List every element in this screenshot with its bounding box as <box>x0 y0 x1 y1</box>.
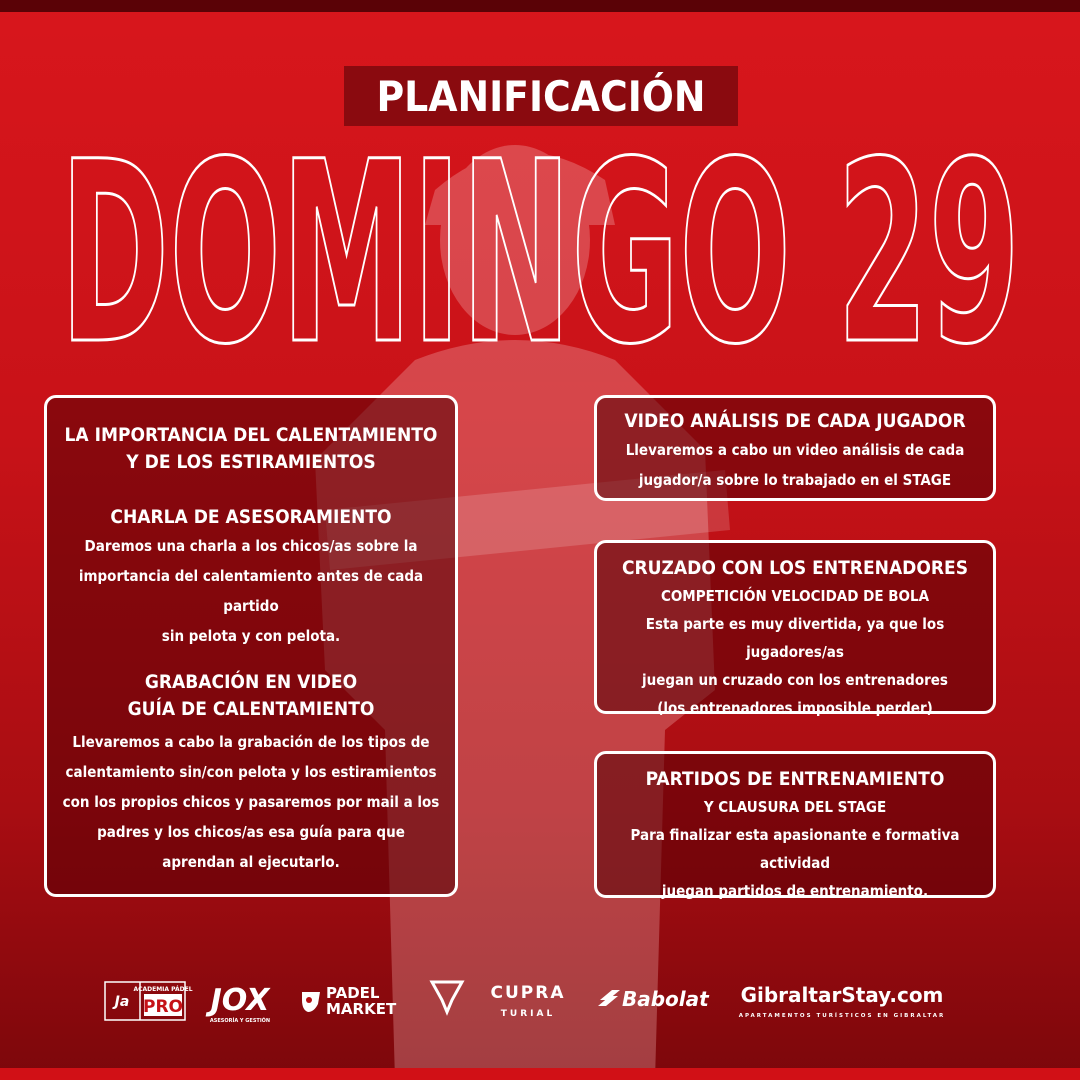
svg-text:Ja: Ja <box>114 994 130 1010</box>
sponsor-logos <box>0 960 1080 1040</box>
crossed-coaches-box <box>594 540 996 717</box>
crossed-coaches-title: CRUZADO CON LOS ENTRENADORES <box>621 557 969 579</box>
training-matches-title: PARTIDOS DE ENTRENAMIENTO <box>645 768 945 790</box>
crossed-coaches-line: Esta parte es muy divertida, ya que los jugadores/as <box>645 615 945 661</box>
svg-text:PRO: PRO <box>142 997 184 1017</box>
padel-market-logo <box>302 984 397 1018</box>
warmup-heading-2: Y DE LOS ESTIRAMIENTOS <box>126 451 376 473</box>
day-title <box>0 128 1080 358</box>
bottom-bar <box>0 1068 1080 1080</box>
training-matches-box <box>594 751 996 898</box>
charla-line: sin pelota y con pelota. <box>161 627 341 645</box>
crossed-coaches-line: (los entrenadores imposible perder) <box>657 699 933 717</box>
training-matches-line: Para finalizar esta apasionante e formativa actividad <box>630 826 960 872</box>
cupra-turial-logo <box>432 982 566 1019</box>
crossed-coaches-line: juegan un cruzado con los entrenadores <box>642 671 948 689</box>
grabacion-line: aprendan al ejecutarlo. <box>162 853 340 871</box>
svg-text:ASESORÍA Y GESTIÓN: ASESORÍA Y GESTIÓN <box>209 1018 271 1024</box>
svg-text:CUPRA: CUPRA <box>490 983 566 1003</box>
svg-text:JOX: JOX <box>210 983 270 1018</box>
svg-text:ACADEMIA PÁDEL: ACADEMIA PÁDEL <box>133 986 193 993</box>
svg-text:Babolat: Babolat <box>622 987 709 1011</box>
babolat-logo <box>598 987 710 1011</box>
warmup-heading-1: LA IMPORTANCIA DEL CALENTAMIENTO <box>64 424 438 446</box>
top-bar <box>0 0 1080 12</box>
charla-line: importancia del calentamiento antes de cada partido <box>78 567 424 615</box>
svg-text:TURIAL: TURIAL <box>500 1009 556 1019</box>
crossed-coaches-subtitle: COMPETICIÓN VELOCIDAD DE BOLA <box>660 587 930 605</box>
video-analysis-title: VIDEO ANÁLISIS DE CADA JUGADOR <box>624 410 966 432</box>
video-analysis-line: Llevaremos a cabo un video análisis de cada <box>625 441 965 459</box>
planning-badge: PLANIFICACIÓN <box>344 66 738 126</box>
grabacion-line: padres y los chicos/as esa guía para que <box>97 823 405 841</box>
video-analysis-line: jugador/a sobre lo trabajado en el STAGE <box>638 471 952 489</box>
svg-text:APARTAMENTOS TURÍSTICOS EN GIB: APARTAMENTOS TURÍSTICOS EN GIBRALTAR <box>738 1013 946 1019</box>
warmup-box <box>44 395 458 897</box>
academia-padel-pro-logo <box>105 982 193 1020</box>
grabacion-title-1: GRABACIÓN EN VIDEO <box>144 671 358 693</box>
grabacion-line: calentamiento sin/con pelota y los estiramientos <box>65 763 437 781</box>
charla-line: Daremos una charla a los chicos/as sobre la <box>84 537 418 555</box>
training-matches-subtitle: Y CLAUSURA DEL STAGE <box>703 798 887 816</box>
asesoria-gestion-logo <box>206 983 272 1024</box>
svg-text:MARKET: MARKET <box>326 1000 397 1018</box>
video-analysis-box <box>594 395 996 501</box>
gibraltarstay-logo <box>739 983 946 1019</box>
training-matches-line: juegan partidos de entrenamiento. <box>661 882 929 900</box>
day-title-text: DOMINGO 29 <box>60 128 1020 358</box>
svg-text:PADEL: PADEL <box>326 984 380 1002</box>
grabacion-line: con los propios chicos y pasaremos por mail a los <box>62 793 440 811</box>
grabacion-line: Llevaremos a cabo la grabación de los tipos de <box>72 733 430 751</box>
grabacion-title-2: GUÍA DE CALENTAMIENTO <box>127 698 375 720</box>
charla-title: CHARLA DE ASESORAMIENTO <box>110 506 392 528</box>
svg-text:GibraltarStay.com: GibraltarStay.com <box>740 983 944 1007</box>
